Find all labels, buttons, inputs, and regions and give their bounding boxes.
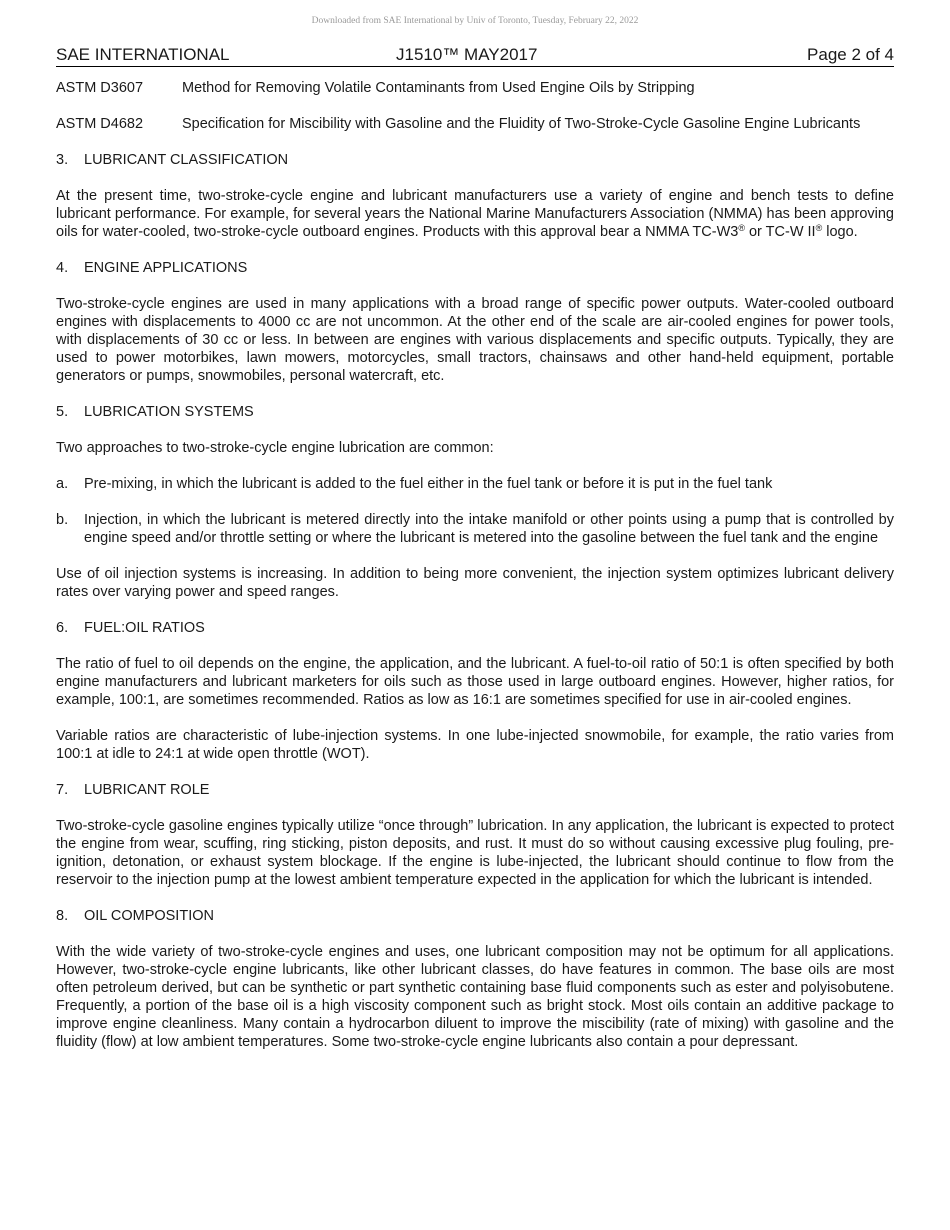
section-heading-6 (56, 619, 894, 637)
section-6-paragraph-1: The ratio of fuel to oil depends on the engine, the application, and the lubricant. A fuel-to-oil ratio of 50:1 is often specified by both engine manufacturers and lubricant marketers for oils such as those used in large outboard engines. However, higher ratios, for example, 100:1, are sometimes recommended. Ratios as low as 16:1 are sometimes specified for use in air-cooled engines. (56, 656, 894, 708)
reference-code: ASTM D4682 (56, 116, 144, 132)
list-item-text: Injection, in which the lubricant is metered directly into the intake manifold or other points using a pump that is controlled by engine speed and/or throttle setting or where the lubricant is metered into the gasoline between the fuel tank and the engine (84, 512, 894, 546)
section-number: 4. (56, 260, 69, 276)
reference-entry (56, 115, 894, 133)
section-number: 5. (56, 404, 69, 420)
list-item-text: Pre-mixing, in which the lubricant is added to the fuel either in the fuel tank or before it is put in the fuel tank (84, 476, 773, 492)
section-heading-8 (56, 907, 894, 925)
section-title: LUBRICATION SYSTEMS (84, 404, 254, 420)
paragraph-text: or TC-W II (744, 224, 816, 240)
page-header (56, 44, 894, 67)
list-item (56, 511, 894, 547)
reference-description: Specification for Miscibility with Gasoline and the Fluidity of Two-Stroke-Cycle Gasoline Engine Lubricants (182, 116, 861, 132)
section-3-paragraph (56, 187, 894, 241)
section-7-paragraph: Two-stroke-cycle gasoline engines typically utilize “once through” lubrication. In any application, the lubricant is expected to protect the engine from wear, scuffing, ring sticking, piston deposits, and rust. It must do so without causing excessive plug fouling, pre-ignition, detonation, or exhaust system blockage. If the engine is lube-injected, the lubricant should continue to flow from the reservoir to the injection pump at the lowest ambient temperature expected in the application for which the lubricant is intended. (56, 818, 894, 888)
section-title: LUBRICANT ROLE (84, 782, 210, 798)
header-page-number: Page 2 of 4 (807, 45, 894, 64)
section-number: 3. (56, 152, 69, 168)
download-watermark: Downloaded from SAE International by Univ of Toronto, Tuesday, February 22, 2022 (311, 16, 639, 26)
section-title: FUEL:OIL RATIOS (84, 620, 205, 636)
section-5-paragraph: Use of oil injection systems is increasing. In addition to being more convenient, the injection system optimizes lubricant delivery rates over varying power and speed ranges. (56, 566, 894, 600)
section-number: 6. (56, 620, 69, 636)
section-heading-4 (56, 259, 894, 277)
header-org: SAE INTERNATIONAL (56, 45, 230, 64)
paragraph-text: At the present time, two-stroke-cycle engine and lubricant manufacturers use a variety of engine and bench tests to define lubricant performance. For example, for several years the National Marine Manufacturers Association (NMMA) has been approving oils for water-cooled, two-stroke-cycle outboard engines. Products with this approval bear a NMMA TC-W3 (56, 188, 894, 240)
section-5-intro: Two approaches to two-stroke-cycle engine lubrication are common: (56, 440, 494, 456)
paragraph-text: logo. (822, 224, 858, 240)
list-item-label: b. (56, 512, 69, 528)
section-title: ENGINE APPLICATIONS (84, 260, 248, 276)
section-heading-5 (56, 403, 894, 421)
section-heading-3 (56, 151, 894, 169)
list-item-label: a. (56, 476, 69, 492)
section-number: 7. (56, 782, 69, 798)
section-heading-7 (56, 781, 894, 799)
section-6-paragraph-2: Variable ratios are characteristic of lube-injection systems. In one lube-injected snowmobile, for example, the ratio varies from 100:1 at idle to 24:1 at wide open throttle (WOT). (56, 728, 894, 762)
reference-code: ASTM D3607 (56, 80, 144, 96)
registered-mark: ® (738, 223, 745, 233)
registered-mark: ® (815, 223, 823, 233)
section-title: OIL COMPOSITION (84, 908, 214, 924)
section-title: LUBRICANT CLASSIFICATION (84, 152, 289, 168)
document-body (56, 79, 894, 1069)
section-8-paragraph: With the wide variety of two-stroke-cycle engines and uses, one lubricant composition may not be optimum for all applications. However, two-stroke-cycle engine lubricants, like other lubricant classes, do have features in common. The base oils are most often petroleum derived, but can be synthetic or part synthetic containing base fluid components such as ester and polyisobutene. Frequently, a portion of the base oil is a high viscosity component such as bright stock. Most oils contain an additive package to improve engine cleanliness. Many contain a hydrocarbon diluent to improve the miscibility (rate of mixing) with gasoline and the fluidity (flow) at low ambient temperatures. Some two-stroke-cycle engine lubricants also contain a pour depressant. (56, 944, 894, 1050)
header-doc-id: J1510™ MAY2017 (396, 45, 538, 64)
reference-entry (56, 79, 894, 97)
list-item (56, 475, 894, 493)
reference-description: Method for Removing Volatile Contaminants from Used Engine Oils by Stripping (182, 80, 695, 96)
section-number: 8. (56, 908, 69, 924)
section-4-paragraph: Two-stroke-cycle engines are used in many applications with a broad range of specific power outputs. Water-cooled outboard engines with displacements to 4000 cc are not uncommon. At the other end of the scale are air-cooled engines for power tools, with displacements of 30 cc or less. In between are engines with various displacements and specific outputs. Typically, they are used to power motorbikes, lawn mowers, motorcycles, small tractors, chainsaws and other hand-held equipment, portable generators or pumps, snowmobiles, personal watercraft, etc. (56, 296, 894, 384)
